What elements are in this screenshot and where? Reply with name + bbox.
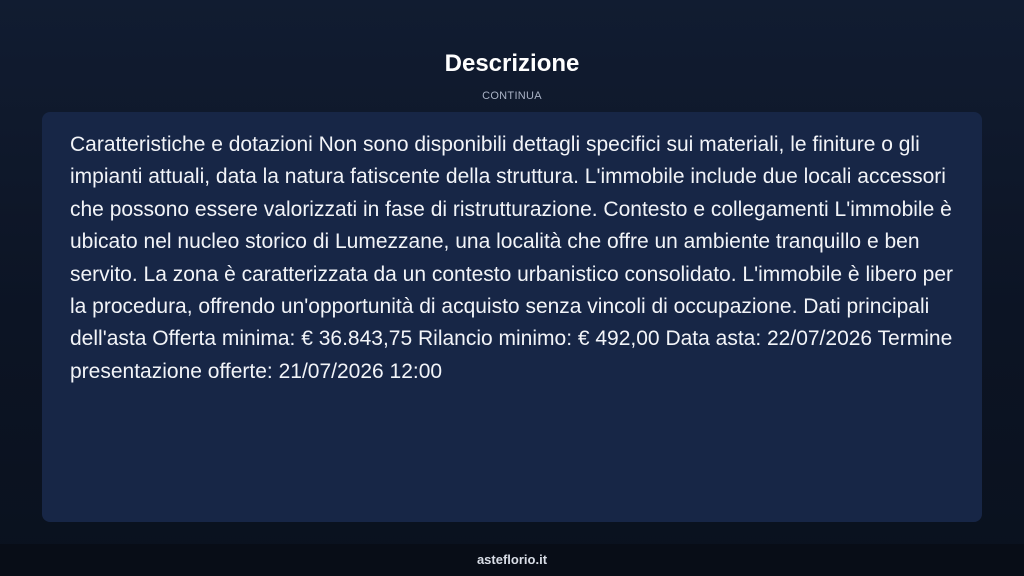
footer-bar — [0, 544, 1024, 576]
description-card — [42, 112, 982, 522]
continua-label: CONTINUA — [482, 90, 542, 102]
footer-site-name: asteflorio.it — [476, 552, 548, 567]
page-title: Descrizione — [444, 50, 580, 77]
description-text: Caratteristiche e dotazioni Non sono disponibili dettagli specifici sui materiali, le finiture o gli impianti attuali, data la natura fatiscente della struttura. L'immobile include due locali accessori che possono essere valorizzati in fase di ristrutturazione. Contesto e collegamenti L'immobile è ubicato nel nucleo storico di Lumezzane, una località che offre un ambiente tranquillo e ben servito. La zona è caratterizzata da un contesto urbanistico consolidato. L'immobile è libero per la procedura, offrendo un'opportunità di acquisto senza vincoli di occupazione. Dati principali dell'asta Offerta minima: € 36.843,75 Rilancio minimo: € 492,00 Data asta: 22/07/2026 Termine presentazione offerte: 21/07/2026 12:00 — [70, 133, 953, 383]
